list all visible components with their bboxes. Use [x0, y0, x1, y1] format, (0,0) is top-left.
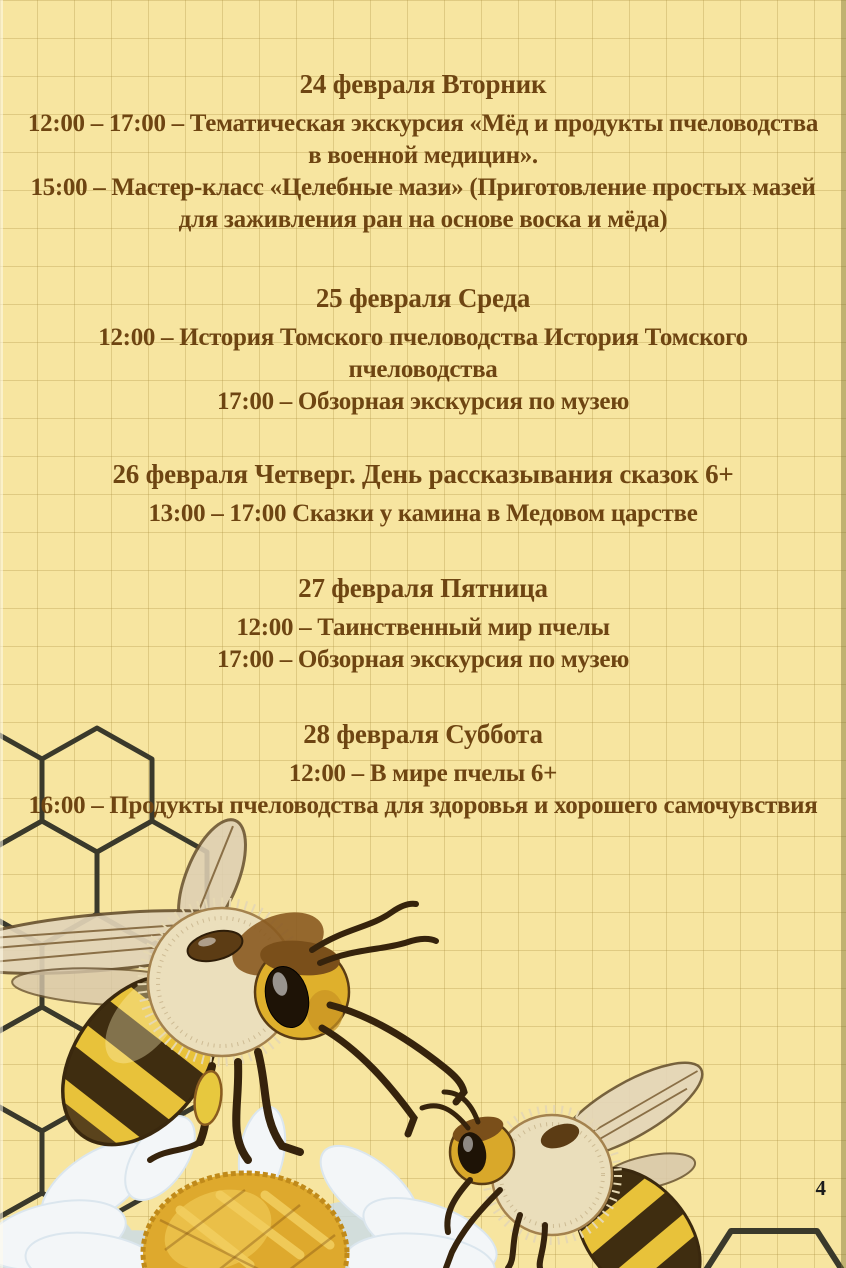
left-edge-highlight: [0, 0, 3, 1268]
day-block-thursday: [0, 456, 846, 530]
event-line: 12:00 – В мире пчелы 6+: [288, 760, 558, 787]
event-line: 17:00 – Обзорная экскурсия по музею: [216, 388, 630, 415]
day-block-friday: [0, 570, 846, 676]
day-block-saturday: [0, 716, 846, 822]
event-line: 12:00 – 17:00 – Тематическая экскурсия «Мёд и продукты пчеловодства: [27, 110, 819, 137]
day-title: 24 февраля Вторник: [299, 69, 547, 99]
page-number: 4: [815, 1176, 826, 1200]
event-line: 16:00 – Продукты пчеловодства для здоровья и хорошего самочувствия: [28, 792, 818, 819]
event-line: 12:00 – История Томского пчеловодства История Томского: [98, 324, 748, 351]
day-title: 27 февраля Пятница: [298, 573, 548, 603]
day-title: 25 февраля Среда: [315, 283, 531, 313]
day-title: 28 февраля Суббота: [303, 719, 543, 749]
event-line: 15:00 – Мастер-класс «Целебные мази» (Приготовление простых мазей: [30, 174, 816, 201]
day-block-wednesday: [0, 280, 846, 418]
event-line: 13:00 – 17:00 Сказки у камина в Медовом царстве: [148, 500, 698, 527]
right-edge-shade: [841, 0, 846, 1268]
day-block-tuesday: [0, 66, 846, 236]
honeycomb-corner-right-icon: [688, 1231, 846, 1268]
event-line: 17:00 – Обзорная экскурсия по музею: [216, 646, 630, 673]
event-line: для заживления ран на основе воска и мёда): [178, 206, 668, 233]
event-line: пчеловодства: [348, 356, 498, 383]
event-line: 12:00 – Таинственный мир пчелы: [236, 614, 610, 641]
large-bee-icon: [0, 811, 464, 1202]
event-line: в военной медицин».: [308, 142, 538, 169]
day-title: 26 февраля Четверг. День рассказывания сказок 6+: [112, 459, 734, 489]
